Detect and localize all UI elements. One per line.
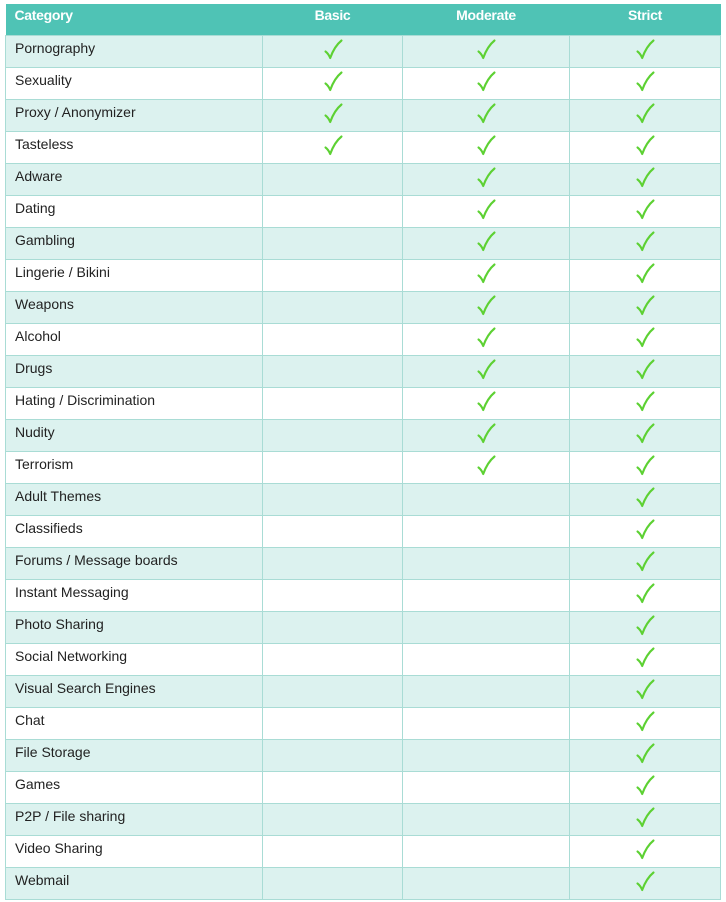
strict-level-cell [570,35,721,67]
moderate-level-cell [403,803,570,835]
checkmark-icon [476,231,496,253]
checkmark-icon [635,647,655,669]
table-body [6,35,721,899]
basic-level-cell [263,35,403,67]
moderate-level-cell [403,163,570,195]
checkmark-icon [476,167,496,189]
category-cell: Terrorism [6,451,263,483]
moderate-level-cell [403,675,570,707]
moderate-level-cell [403,419,570,451]
checkmark-icon [635,487,655,509]
category-cell: Photo Sharing [6,611,263,643]
moderate-level-cell [403,771,570,803]
basic-level-cell [263,547,403,579]
checkmark-icon [635,871,655,893]
basic-level-cell [263,675,403,707]
checkmark-icon [635,391,655,413]
checkmark-icon [635,71,655,93]
strict-level-cell [570,163,721,195]
checkmark-icon [323,71,343,93]
strict-level-cell [570,515,721,547]
checkmark-icon [476,103,496,125]
basic-level-cell [263,707,403,739]
checkmark-icon [476,135,496,157]
table-row [6,195,721,227]
category-cell: Adult Themes [6,483,263,515]
checkmark-icon [476,199,496,221]
strict-level-cell [570,355,721,387]
strict-level-cell [570,579,721,611]
checkmark-icon [635,327,655,349]
table-row [6,835,721,867]
table-row [6,355,721,387]
basic-level-cell [263,483,403,515]
header-row [6,4,721,35]
strict-level-cell [570,291,721,323]
moderate-level-cell [403,515,570,547]
table-row [6,483,721,515]
table-row [6,611,721,643]
basic-level-cell [263,99,403,131]
strict-level-cell [570,451,721,483]
checkmark-icon [635,583,655,605]
category-cell: Classifieds [6,515,263,547]
checkmark-icon [635,231,655,253]
category-cell: Gambling [6,227,263,259]
strict-level-cell [570,803,721,835]
basic-level-cell [263,515,403,547]
basic-level-cell [263,355,403,387]
checkmark-icon [476,263,496,285]
moderate-level-cell [403,739,570,771]
table-row [6,35,721,67]
moderate-column-header: Moderate [403,4,570,35]
strict-level-cell [570,131,721,163]
checkmark-icon [323,39,343,61]
basic-level-cell [263,259,403,291]
table-row [6,579,721,611]
category-cell: Sexuality [6,67,263,99]
moderate-level-cell [403,611,570,643]
basic-level-cell [263,131,403,163]
table-row [6,291,721,323]
checkmark-icon [476,71,496,93]
basic-level-cell [263,291,403,323]
category-cell: Proxy / Anonymizer [6,99,263,131]
category-cell: Visual Search Engines [6,675,263,707]
moderate-level-cell [403,131,570,163]
strict-level-cell [570,611,721,643]
category-cell: Social Networking [6,643,263,675]
strict-level-cell [570,867,721,899]
category-cell: Nudity [6,419,263,451]
table-row [6,451,721,483]
category-cell: Video Sharing [6,835,263,867]
table-row [6,419,721,451]
category-cell: Forums / Message boards [6,547,263,579]
category-column-header: Category [6,4,263,35]
category-cell: Webmail [6,867,263,899]
checkmark-icon [323,135,343,157]
category-cell: Dating [6,195,263,227]
strict-level-cell [570,195,721,227]
checkmark-icon [635,519,655,541]
basic-level-cell [263,803,403,835]
basic-level-cell [263,739,403,771]
moderate-level-cell [403,355,570,387]
table-row [6,67,721,99]
checkmark-icon [635,807,655,829]
checkmark-icon [635,775,655,797]
checkmark-icon [635,551,655,573]
checkmark-icon [476,295,496,317]
table-row [6,323,721,355]
category-cell: Pornography [6,35,263,67]
table-row [6,867,721,899]
moderate-level-cell [403,35,570,67]
table-row [6,771,721,803]
basic-level-cell [263,67,403,99]
table-row [6,227,721,259]
moderate-level-cell [403,483,570,515]
table-row [6,707,721,739]
strict-level-cell [570,835,721,867]
basic-level-cell [263,867,403,899]
table-row [6,803,721,835]
checkmark-icon [635,103,655,125]
basic-level-cell [263,195,403,227]
checkmark-icon [635,711,655,733]
basic-level-cell [263,227,403,259]
basic-level-cell [263,611,403,643]
category-cell: Alcohol [6,323,263,355]
strict-column-header: Strict [570,4,721,35]
category-cell: Chat [6,707,263,739]
moderate-level-cell [403,291,570,323]
category-cell: Weapons [6,291,263,323]
checkmark-icon [476,391,496,413]
category-cell: Adware [6,163,263,195]
basic-level-cell [263,387,403,419]
moderate-level-cell [403,707,570,739]
strict-level-cell [570,707,721,739]
checkmark-icon [476,327,496,349]
category-cell: Lingerie / Bikini [6,259,263,291]
moderate-level-cell [403,547,570,579]
table-row [6,259,721,291]
category-cell: File Storage [6,739,263,771]
checkmark-icon [635,839,655,861]
strict-level-cell [570,259,721,291]
table-row [6,739,721,771]
checkmark-icon [635,263,655,285]
basic-level-cell [263,451,403,483]
checkmark-icon [635,199,655,221]
category-cell: Games [6,771,263,803]
basic-level-cell [263,163,403,195]
table-row [6,643,721,675]
strict-level-cell [570,771,721,803]
category-cell: Hating / Discrimination [6,387,263,419]
moderate-level-cell [403,867,570,899]
strict-level-cell [570,227,721,259]
checkmark-icon [476,423,496,445]
moderate-level-cell [403,387,570,419]
basic-column-header: Basic [263,4,403,35]
checkmark-icon [635,295,655,317]
moderate-level-cell [403,643,570,675]
strict-level-cell [570,99,721,131]
moderate-level-cell [403,579,570,611]
basic-level-cell [263,323,403,355]
checkmark-icon [635,743,655,765]
basic-level-cell [263,419,403,451]
checkmark-icon [476,39,496,61]
table-header [6,4,721,35]
moderate-level-cell [403,259,570,291]
moderate-level-cell [403,195,570,227]
table-row [6,675,721,707]
moderate-level-cell [403,835,570,867]
table-row [6,163,721,195]
category-cell: Instant Messaging [6,579,263,611]
category-cell: Drugs [6,355,263,387]
table-row [6,515,721,547]
moderate-level-cell [403,227,570,259]
moderate-level-cell [403,99,570,131]
moderate-level-cell [403,323,570,355]
checkmark-icon [635,423,655,445]
category-cell: Tasteless [6,131,263,163]
moderate-level-cell [403,67,570,99]
basic-level-cell [263,579,403,611]
table-row [6,387,721,419]
table-row [6,547,721,579]
checkmark-icon [635,679,655,701]
strict-level-cell [570,739,721,771]
table-row [6,99,721,131]
checkmark-icon [635,359,655,381]
checkmark-icon [323,103,343,125]
filter-level-table [5,4,721,900]
strict-level-cell [570,67,721,99]
checkmark-icon [635,167,655,189]
moderate-level-cell [403,451,570,483]
basic-level-cell [263,835,403,867]
strict-level-cell [570,483,721,515]
checkmark-icon [635,39,655,61]
strict-level-cell [570,387,721,419]
category-cell: P2P / File sharing [6,803,263,835]
strict-level-cell [570,419,721,451]
basic-level-cell [263,771,403,803]
strict-level-cell [570,675,721,707]
checkmark-icon [635,455,655,477]
checkmark-icon [635,615,655,637]
basic-level-cell [263,643,403,675]
table-row [6,131,721,163]
strict-level-cell [570,323,721,355]
strict-level-cell [570,547,721,579]
strict-level-cell [570,643,721,675]
checkmark-icon [476,359,496,381]
checkmark-icon [635,135,655,157]
checkmark-icon [476,455,496,477]
